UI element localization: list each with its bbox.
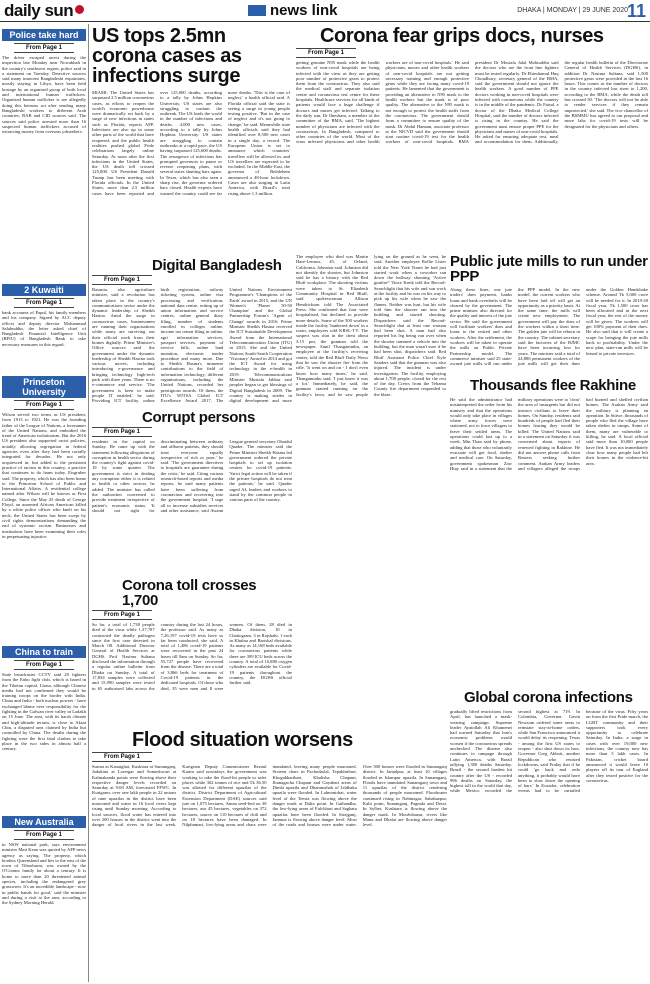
article-thousands-flee	[450, 378, 648, 688]
jump-australia	[2, 813, 86, 978]
article-text: MIAMI: The United States has surpassed 2.5 million coronavirus cases, as efforts to reopen the world's economic powerhouse were dramatically set back by a surge of new infections in states such as Florida, reports AFP. Infections are also up in some other parts of the world that have reopened, and the public health realities pushed global Pride celebrations largely online Saturday. At noon after the first infections in the United States, the US death toll crossed 125,000. US President Donald Trump has been meeting with Florida officials. In the United States, more than 2.5 million cases have been reported and over 125,000 deaths, according to a tally by Johns Hopkins University. US states are also struggling to contain the outbreak. The US leads the world in the number of infections and deaths. 4,000 new cases, according to a tally by Johns Hopkins University. US states are struggling to contain outbreaks at a rapid pace, the US having surpassed 125,600 deaths. The resurgence of infections has prompted governors to pause or reverse reopening plans, with several states shutting bars again. In Texas, which has also seen a sharp rise, the governor ordered bars closed. Health experts have warned the country could see far more deaths. 'This is the case of neglect,' a health official said. A Florida official said the state is seeing a surge in young people testing positive. 'But in the case of neglect and it's not going to change,' he said. Meanwhile state health officials said they had identified over 8,500 new cases in a single day, a record. The European Union is set to announce which countries' travellers will be allowed in, and US travellers are expected to be excluded. In the Middle East, the governor of Bethlehem announced a 48-hour lockdown. Cases are also surging in Latin America, with Brazil's total rising above 1.3 million.	[92, 90, 290, 196]
sun-icon	[75, 5, 84, 14]
article-text: He said the administrator had misinterpreted the order from his ministry and that the operations would only take place in villages where army forces were stationed, not to force villagers to leave their settled areas. The operations could last up to a week, Min Than said by phone, adding that those who voluntarily evacuate will get food, shelter and medical care. On Saturday, government spokesman Zaw Htay said in a statement that the military operations were to 'clear' the area of insurgents but did not instruct civilians to leave their homes. On Sunday, residents said hundreds of people had fled their homes fearing they would be killed. The United Nations said in a statement on Saturday it was concerned about reports of renewed fighting in Rakhine. He did not answer phone calls from Reuters seeking further comment. Arakan Army leaders and villagers alleged the troops had burned and shelled civilian homes. The Arakan Army said the military is planning an operation. In Sittwe, thousands of people who fled the village have taken shelter in camps. Some of them, many are vulnerable to killing, he said. A local official said more than 10,000 people have fled. It was not immediately clear how many people had left their homes in the violence-hit area.	[450, 397, 648, 471]
section-label: news link	[270, 2, 338, 19]
brand-logo[interactable]	[4, 1, 84, 21]
from-page-label: From Page 1	[92, 610, 152, 620]
article-digital-bangladesh	[92, 258, 292, 408]
headline-public-jute[interactable]: Public jute mills to run under PPP	[450, 254, 648, 285]
article-us-tops	[92, 26, 290, 254]
from-page-label: From Page 1	[296, 48, 356, 58]
page-number: 11	[626, 1, 646, 21]
from-page-label: From Page 1	[14, 830, 74, 840]
article-flood-situation	[92, 730, 447, 982]
from-page-label: From Page 1	[92, 427, 152, 437]
article-global-corona	[450, 690, 648, 982]
brand-name: daily sun	[4, 1, 74, 20]
jump-title[interactable]: 2 Kuwaiti	[2, 284, 86, 296]
from-page-label: From Page 1	[14, 660, 74, 670]
headline-flood-situation[interactable]: Flood situation worsens	[132, 730, 353, 751]
article-corrupt-persons	[92, 410, 292, 575]
article-text: getting genuine N95 mask while the health workers of non-covid hospitals are being infected with the virus as they are getting poor number of protective gears to protect them from the coronavirus. They also said the medical staff and separate isolation centre and coronavirus test centre for these hospitals. Healthcare services for all kinds of patients would face a huge challenge if doctors and nurses get infected. Talking to the daily sun, Dr Ihtesham, a member of the committee of the BMA, said, 'The highest number of physicians are infected with the coronavirus. In Bangladesh, compared to other countries of the world. Most of the virus infected physicians and other health workers are of non-covid hospitals.' He said physicians, nurses and other health workers of non-covid hospitals are not getting necessary training and enough protective gears while they are facing many covid-19 patients. He lamented that the government is providing an alternative to N95 mask to the health workers but the mask is of poor quality. The alternative to the N95 mask is not enough to protect the health staffs from the coronavirus. The government should form a committee to ensure quality of the mask. Dr Abdul Hannan, associate professor at the NICVD said the government should start routine covid-19 test for the health workers of non-covid hospitals. BMA president Dr Mostafa Jalal Mohiuddin said the doctors who are the front line fighters must be tested regularly. Dr Ehteshamul Huq Choudhury, secretary general of the BMA, said the government should not ignore the health workers. A good number of PPE doctors working in non-covid hospitals were infected with coronavirus while the country is in the middle of the pandemic. Dr Faisal, a doctor of the Dhaka Medical College Hospital, said the number of doctors infected is rising in the country. He said the government must ensure proper PPE for the physicians and nurses of non-covid hospitals. He asked for ensuring adequate rest, meal and accommodation for them. Additionally, the regular health bulletin of the Directorate General of Health Services (DGHS), in addition Dr Nasima Sultana, said 1,500 protective gears were provided in the last 16 hours. This comes as the number of doctors in the country infected has risen to 1,200, according to the BMA, while the death toll has crossed 50. 'The doctors will not be able to render services if they remain unprotected,' she said. The vice chancellor of the BSMMU has agreed to our proposal and more labs for covid-19 tests will be designated for the physicians and others.	[296, 60, 648, 145]
article-text: So far, a total of 1,738 people died of the virus while 1,37,787 contracted the deadly pathogen since the first case detected in March 08. Additional Director General of Health Services at DGHS Prof Nasima Sultana disclosed the information through a regular online bulletin from Dhaka on Sunday. A total of 17,834 samples were collected and 15,990 samples were tested in 65 authorised labs across the country during the last 24 hours, the professor said. As many as 7,26,197 covid-19 tests have so far been conducted, she said. A total of 1,486 covid-19 patients were recovered in the past 24 hours till 8am on Sunday. So far, 55,727 people have recovered from the disease. There are a total of 3,866 beds for treatment of Covid-19 patients in the dedicated hospitals. Of those who died, 35 were men and 8 were women. Of them, 28 died in Dhaka division, 10 in Chattogram, 3 in Rajshahi, 1 each in Khulna and Barishal divisions. As many as 14,168 beds available for coronavirus patients while there are 399 ICU beds across the country. A total of 10,880 oxygen cylinders are available for Covid-19 patients throughout the country, the DGHS official further said.	[92, 622, 292, 691]
jump-police	[2, 26, 86, 281]
jump-title[interactable]: Princeton University	[2, 376, 86, 398]
article-text: Surma at Kanaighat, Kushiara at Sunamganj, Jadukata at Lorergar and Someshwari at Kalmakanda points were flowing above their respective danger levels recorded on Saturday at 9:00 AM, forecasted FFWC. In Kurigram, over one lakh people in 22 unions of nine upazilas in the district have been marooned and water in 16 local rivers kept rising until Sunday morning. According to local sources, flood water has entered into over 200 houses in the district went into the danger of local rivers in the last week. Kurigram Deputy Commissioner Rezaul Karim said nowadays the government was working to take the flood-hit people to safer places while 302 tonnes of rice and Tk 36.50 was allotted for different upazilas of the district. District Department of Agricultural Extension Department (DAE) sources said jute on 1,075 hectares, Aman seed-bed on 38 hectares, aus 45 hectares, vegetables on 372 hectares, source on 110 hectares of chili and on 18 hectares have been damaged. In Nilphamari, low-lying areas and chars were inundated, leaving many people marooned. Sixteen chars in Pachodarlal, Tepakhribari, Khogakharibari, Khalisha Chapani, Jhunagacha Chapani and Gayabari areas of Dimla upazila and Dharamshah of Jaldhaka upazila were flooded. In Lalmonirhat, water level of the Teesta was flowing above the danger mark at Dalia point. In Gaibandha, the low-lying areas of Fulchhari and Saghata upazilas have been flooded. In Sirajganj, Jamuna is flowing above danger level. Most of the roads and houses were under water. Over 500 houses were flooded in Sunamganj district. In Jamalpur, at least 10 villages flooded in Islampur upazila. In Sunamganj, Floods have inundated Sunamganj town and 11 upazilas of the district rendering thousands of people marooned. Floodwater continued rising in Nabinagar, Sahabazpur, Kalir point, Sunamganj, Pagnala and Derai. In Sylhet, Kushiara is flowing above the danger mark. In Moulvibazar, rivers like Manu and Dhalai are flowing above danger level.	[92, 764, 447, 828]
masthead	[0, 0, 650, 22]
article-killed	[296, 254, 446, 732]
from-page-label: From Page 1	[14, 400, 74, 410]
jump-text: bank accounts of Papul, his family members and his company. Signed by ACC deputy officer and deputy director Mohammad Salahuddin, the letter asked chief of Bangladesh Financial Intelligence Unit (BFIU) of Bangladesh Bank to take necessary measures in this regard.	[2, 310, 86, 347]
jump-title[interactable]: Police take hard	[2, 29, 86, 41]
article-text: gradually lifted restrictions from April, has launched a mask-wearing campaign. Supreme leader Ayatollah Ali Khamenei had warned Saturday that Iran's economic problems would worsen if the coronavirus spreads unchecked. The disease also continues to rampage through Latin America, with Brazil tallying 1,300 deaths Saturday. Brazil - the second hardest hit country after the US - recorded 996 deaths on Saturday, the highest toll in the world that day, while Mexico recorded the second highest at 719. In Colombia, Governor Gavin Newsom ordered some areas to reinstate stay-at-home orders, while San Francisco announced it would delay its reopening. Texas - among the first US states to reopen - also shut down its bars. Governor Greg Abbott, another Republican who resisted lockdowns, said Friday that if he could 'go back and redo anything, it probably would have been to slow down the opening of bars.' In Ecuador, celebration events had to be curtailed because of the virus. Fifty years on from the first Pride march, the LGBT community and their supporters took every opportunity to celebrate Saturday. In India, a surge in cases with over 19,000 new infections, the country now has more than 5 lakh cases. In Pakistan, cricket board announced it would leave 10 players off its tour of England after they tested positive for the coronavirus.	[450, 709, 648, 794]
jump-kuwaiti	[2, 281, 86, 373]
from-page-label: From Page 1	[92, 752, 152, 762]
from-page-label: From Page 1	[92, 275, 152, 285]
jump-princeton	[2, 373, 86, 643]
article-text: Basunia, also agriculture minister, said a revolution has taken place in the country's communications sector under the dynamic leadership of Sheikh Hasina. Amid the surge in coronavirus cases, businessmen are running their organisations while many are surviving out their official work from their homes digitally. Prime Minister's Office sources said the government under the dynamic leadership of Sheikh Hasina took various moves, including introducing e-governance and bringing technology high-tech park with three years. There is no e-commerce and service. 'The government is keen to make people IT enabled,' he said. Providing ICT facility, online birth registration, railway ticketing system, online visa processing and verification, national data centre, setting up of union information and service centres, online general diary filing, number of students enrolled in colleges online, income tax return filing in online, agri information services, passport services, payment of service bills, online land mutation, electronic tender procedure and many more. Due to Sheikh Hasina's immense contributions to the field of information technology, different organisations, including the United Nations, recorded her prestigious awards. Of them, the ITU's WITSA Global ICT Excellence Award 2017, The United Nations Environment Programme's 'Champions of the Earth' award in 2015, and the UN Women's 'Planet 50-50 Champion' and the Global Partnership Forum's 'Agent of Change' awards in 2016. Prime Minister Sheikh Hasina received the ICT Sustainable Development Award from the International Telecommunication Union (ITU) in 2015. She and the United Nations South-South Cooperation 'Visionary' Award in 2014 and got the ICT Award for using technology in the e-health in 2019. Telecommunications Minister Mustafa Jabbar said peoples began to get blessings of Digital Bangladesh in 2009. The country is making strides in digital development and more	[92, 287, 292, 404]
article-public-jute	[450, 254, 648, 372]
section-bar-icon	[248, 5, 266, 16]
jump-title[interactable]: China to train	[2, 646, 86, 658]
from-page-label: From Page 1	[14, 43, 74, 53]
article-text: residents in the capital on Sunday. He came up with the statement following allegations of corruption in health sector during the country's fight against covid-19 by some quarter. The government is strict in dealing any corruption either it is related to health or other sectors, he added. The minister has called the authorities concerned to provide treatment irrespective of patient's economic status. 'It should not right for discriminating between ordinary and affluent patients, they should treat everyone equally irrespective of rich or poor,' he said. 'The government directives to hospitals are guarantee during the crisis,' he said. Citing various research-based reports and media reports, he said many patients have been suffering from coronavirus and recovering into the government hospital. 'I urge all to increase subsidies services and other assistance, said Awami League general secretary Obaidul Quader. The minister said the Prime Minister Sheikh Hasina led government ordered the private hospitals to set up isolation centres for covid-19 patients. 'Strict legal action will be taken if the private hospitals do not treat the patients,' he said. Quader urged AL leaders and workers to stand by the common people in various parts of the country.	[92, 439, 292, 513]
article-text: Along these lines, one jute traders' dues payment, banks loans and bank overdrafts will be cleared by the government. The prime minister also directed for the quality and interest of the jute sector. He said the government will facilitate workers' dues and loans to the retired and other workers. After the settlement, the workers will be taken to operate the mills on Public Private Partnership model. The commerce minister said 25 state-owned jute mills will run under the PPP model. In the new model, the current workers who have been laid off will get an opportunity as a priority basis. At the same time, the mills will create new employment. The government will pay the dues of the workers within a short time. The golden jute will be reborn in the country. The cabinet secretary said the factories of the BJMC have been incurring loss for years. The minister said a total of 24,886 permanent workers of the jute mills will get their dues under the Golden Handshake scheme. Around Tk 5,000 crore will be needed for it. In 2019-20 fiscal year, Tk 1,500 crore has been allocated and in the next fiscal year, the rest of the money will be given. The workers will get 100% payment of their dues. He also said that it will create a scope for bringing the jute mills back to profitability. Under the new plan, state-run mills will be leased to private investors.	[450, 287, 648, 367]
jump-text: State broadcaster CCTV said 20 fighters from the Enbo fight club, which is based in the Tibetan capital, Lhasa, although Chinese media had not confirmed they would be training troops on the border with India. China and India - both nuclear powers - have exchanged blame over responsibility for the fighting in the Galwan river valley in Ladakh on 15 June. The area, with its harsh climate and high-altitude terrain, is close to Aksai Chin, a disputed area claimed by India but controlled by China. The deaths during the fighting were the first fatal clashes to take place in the two sides in almost half a century.	[2, 672, 86, 752]
headline-us-tops[interactable]: US tops 2.5mn corona cases as infections surge	[92, 26, 242, 87]
headline-corona-fear[interactable]: Corona fear grips docs, nurses	[320, 26, 604, 47]
jump-text: The driver escaped arrest during the inspection late Monday near Nowakhali in the country's southwest region, police said in a statement on Tuesday. Detective sources said many innocent Bangladeshi expatriates, mostly staying in Libya, have been held hostage by an organised group of both local and international human traffickers. Organised human trafficker is are allegedly doing this heinous act after sending many Bangladeshi workers to different Arab countries, RAB and CID sources said. The sources said police arrested more than 16 suspected human traffickers accused of extracting money from overseas jobseekers.	[2, 55, 86, 135]
jump-title[interactable]: New Australia	[2, 816, 86, 828]
headline-digital-bangladesh[interactable]: Digital Bangladesh	[152, 258, 282, 274]
article-corona-toll	[92, 578, 292, 728]
sidebar-jumps	[2, 26, 86, 981]
jump-text: in NSW national park, says environment minister Matt Kean was quoted by AFP news agency as saying. The property, which borders Queensland and lies to the east of the town of Tibooburra, was owned by the O'Connor family for about a century. It is home to more than 20 threatened animal species, including the endangered grey grasswren. It's an incredible landscape - now in public hands for good,' said the minister and during a visit to the area, according to the Sydney Morning Herald.	[2, 842, 86, 906]
headline-corrupt-persons[interactable]: Corrupt persons	[142, 410, 256, 426]
article-corona-fear	[296, 26, 648, 251]
article-text: The employee who died was Martin Hare-Lennox, 45, of Orland, California, Johnston said. Johnston did not identify the shooter, but Johnston said he has a history with the Red Bluff workplace. The shooting victims were taken to St. Elizabeth Community Hospital in Red Bluff, said spokeswoman Allison Hendrickson told The Associated Press. She confirmed that four were hospitalised, but declined to provide more details. Some of the 500 workers inside the facility 'hunkered down' in a room, employees told KRSL-TV. The suspect was shot in the chest about 3:15 pm, the gunman told the newspaper. Sunil Thangamuthu, an employee at the facility's receiving center, told the Red Bluff Daily News that he saw the shooter fire from the rifle. 'It went on and on - I don't even know how many times,' he said. Thangamuthu said, 'I just knew it was a lot.' Immediately, he said, the gunman started running on the facility's lawn, and he saw people lying on the ground as he went, he said. Another employee Rollie Lister told the New York Times he had just started work when a coworker ran down the hallway shouting 'Active gunfire!' Vince Kreik told the Record-Searchlight that his wife and son work at the facility and he was on his way to pick up his wife when he saw the flames. Neither was hurt, but his wife told him the shooter ran into the building and started shooting. Dispatchers said the Record-Searchlight that at least one woman had been shot. A man had also reported his leg being run over when the shooter rammed a vehicle into the building, but the man wasn't sure if he had been shot, dispatchers said. Red Bluff Assistant Police Chief Kyle Sanders said that the gunman was also injured. The incident is under investigation. The facility, employing about 1,700 people, closed for the rest of the day. Crews from the Tehama County fire department responded to the blaze.	[296, 254, 446, 397]
headline-corona-toll[interactable]: Corona toll crosses 1,700	[122, 578, 257, 609]
from-page-label: From Page 1	[14, 298, 74, 308]
headline-thousands-flee[interactable]: Thousands flee Rakhine	[470, 378, 636, 394]
jump-china	[2, 643, 86, 813]
jump-text: Wilson served two terms as US president, from 1913 to 1921. He was the founding father of the League of Nations, a forerunner of the United Nations, and embodied the trend of American isolationism. But the 2016 US president also supported racist policies, notably allowing segregation in federal agencies even after they had been racially integrated for decades. He not only acquiesced in, but added to the persistent practice of racism in this country, a practice that continues to do harm today. Eisgruber said. The property, which has also been home to the Princeton School of Public and International Affairs. A residential college named after Wilson will be known as First College. Since the May 25 death of George Floyd, an unarmed African American killed by a white police officer who knelt on his neck, the United States has been swept by civil rights demonstrations demanding the end of systemic racism. Businesses and institutions have been examining their roles in perpetuating injustice.	[2, 412, 86, 539]
headline-global-corona[interactable]: Global corona infections	[464, 690, 633, 706]
dateline: DHAKA | MONDAY | 29 JUNE 2020	[517, 7, 628, 14]
column-divider	[88, 24, 89, 982]
